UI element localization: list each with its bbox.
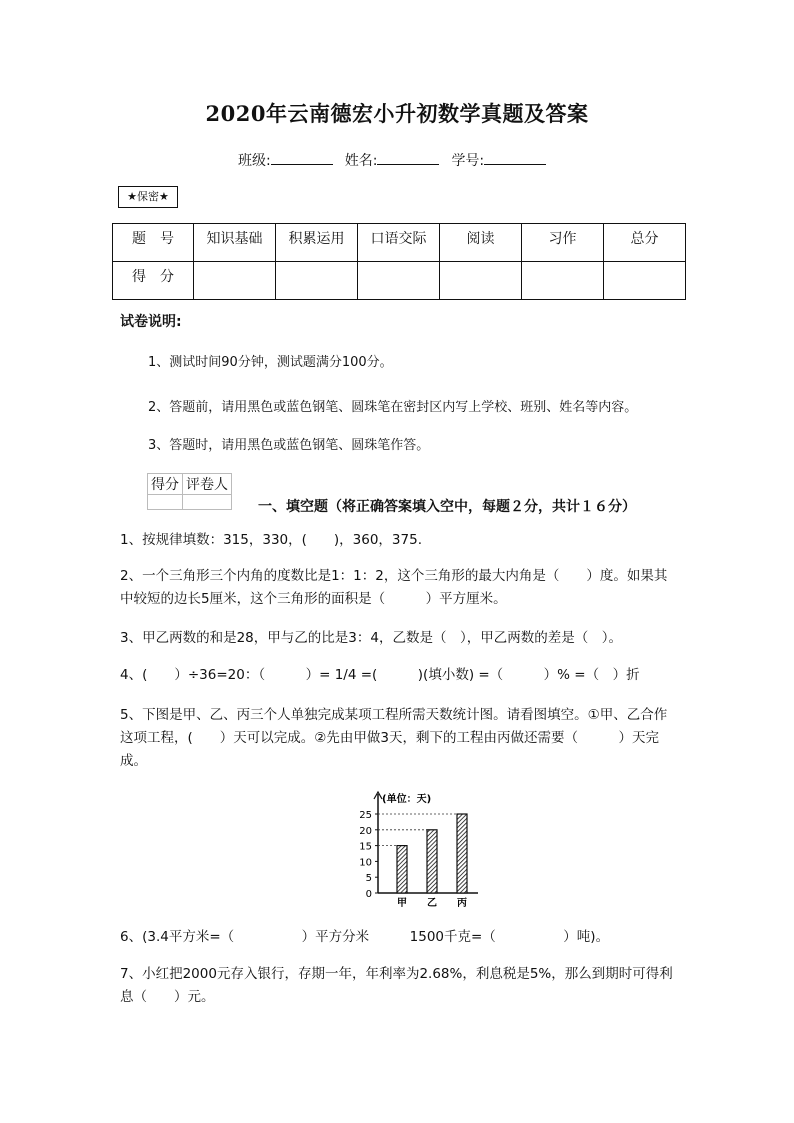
grader-reviewer-cell[interactable] [183,495,232,510]
question-4: 4、( ）÷36=20：（ ）= 1/4 =( )(填小数) =（ ）% =（ ）折 [120,667,640,683]
class-field [238,150,333,170]
grader-box [147,473,232,510]
instructions-heading: 试卷说明: [120,314,182,330]
id-field [451,150,546,170]
y-tick-label: 15 [359,841,372,853]
score-header-cell: 口语交际 [358,224,440,262]
score-header-cell: 习作 [522,224,604,262]
x-category-label: 丙 [457,898,467,909]
bar-乙 [427,830,437,893]
chart-title: (单位：天) [382,794,432,805]
score-header-cell: 积累运用 [276,224,358,262]
name-blank[interactable] [377,151,439,165]
score-header-cell: 知识基础 [194,224,276,262]
instruction-item: 2、答题前，请用黑色或蓝色钢笔、圆珠笔在密封区内写上学校、班别、姓名等内容。 [148,400,638,415]
section-heading: 一、填空题（将正确答案填入空中，每题２分，共计１６分） [258,499,636,515]
id-blank[interactable] [484,151,546,165]
score-cell[interactable] [194,262,276,300]
question-2: 2、一个三角形三个内角的度数比是1：1：2，这个三角形的最大内角是（ ）度。如果其中较短的边长5厘米，这个三角形的面积是（ ）平方厘米。 [120,568,668,607]
grader-reviewer-label: 评卷人 [183,474,232,495]
score-cell[interactable] [358,262,440,300]
name-field [345,150,440,170]
score-cell[interactable] [440,262,522,300]
name-label: 姓名: [344,153,378,169]
y-tick-label: 0 [365,889,372,900]
x-category-label: 甲 [397,898,407,909]
instruction-item: 1、测试时间90分钟，测试题满分100分。 [148,355,393,370]
score-table-header-row [113,224,686,262]
score-header-cell: 题 号 [113,224,194,262]
y-tick-label: 5 [365,873,372,885]
score-table [112,223,686,300]
secret-badge: ★保密★ [118,186,178,208]
score-row-label: 得 分 [113,262,194,300]
class-label: 班级: [238,153,271,169]
score-table-score-row [113,262,686,300]
score-cell[interactable] [276,262,358,300]
question-1: 1、按规律填数：315，330，( )，360，375. [120,532,422,548]
bar-丙 [457,814,467,893]
work-days-bar-chart [350,786,480,910]
student-info [238,150,556,170]
question-5: 5、下图是甲、乙、丙三个人单独完成某项工程所需天数统计图。请看图填空。①甲、乙合作这项工程，( ）天可以完成。②先由甲做3天，剩下的工程由丙做还需要（ ）天完成。 [120,707,668,769]
bar-甲 [397,846,407,893]
grader-score-cell[interactable] [148,495,183,510]
score-cell[interactable] [604,262,686,300]
score-header-cell: 总分 [604,224,686,262]
score-cell[interactable] [522,262,604,300]
y-tick-label: 20 [359,825,372,837]
question-3: 3、甲乙两数的和是28，甲与乙的比是3：4，乙数是（ ），甲乙两数的差是（ ）。 [120,630,622,646]
x-category-label: 乙 [427,898,437,909]
grader-score-label: 得分 [148,474,183,495]
y-tick-label: 10 [359,857,372,869]
question-7: 7、小红把2000元存入银行，存期一年，年利率为2.68%，利息税是5%，那么到期时可得利息（ ）元。 [120,966,673,1005]
document-title: 2020年云南德宏小升初数学真题及答案 [205,101,589,126]
id-label: 学号: [451,153,485,169]
question-6: 6、(3.4平方米=（ ）平方分米 1500千克=（ ）吨)。 [120,929,610,945]
y-tick-label: 25 [359,810,372,821]
class-blank[interactable] [271,151,333,165]
score-header-cell: 阅读 [440,224,522,262]
instruction-item: 3、答题时，请用黑色或蓝色钢笔、圆珠笔作答。 [148,438,430,453]
